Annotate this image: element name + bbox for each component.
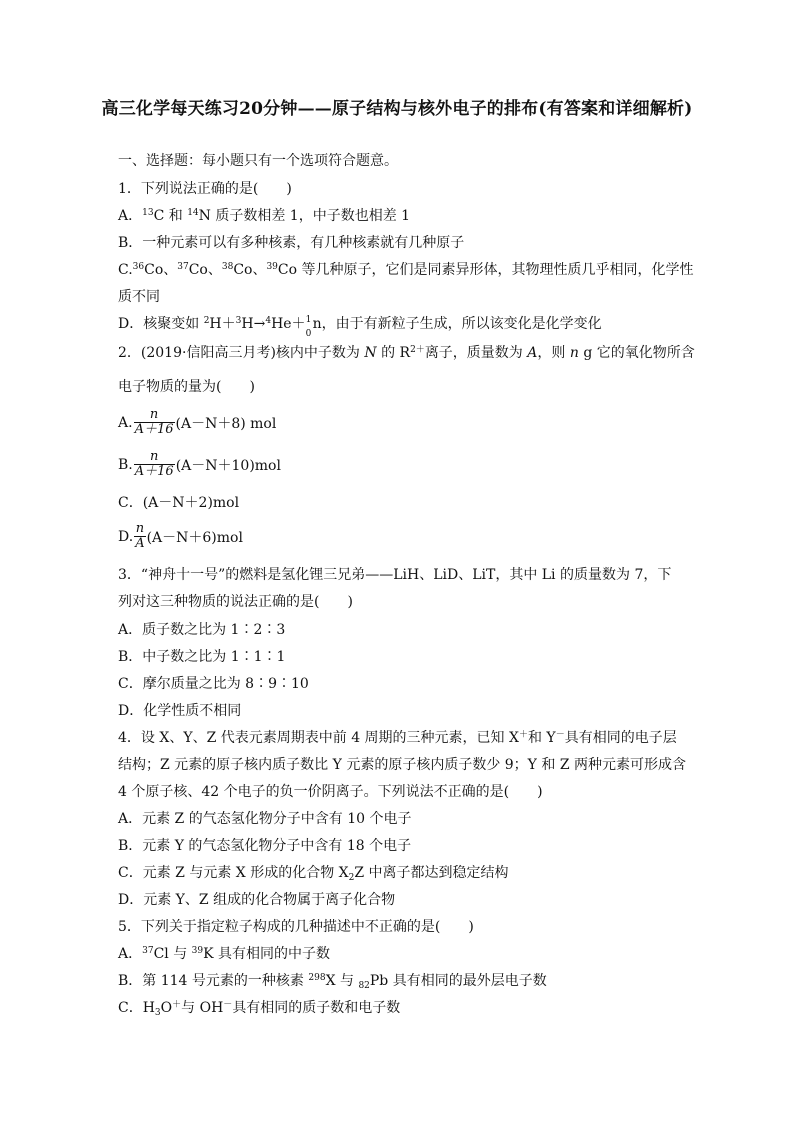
q2-option-c: C．(A－N＋2)mol bbox=[118, 495, 240, 511]
q3-option-b: B．中子数之比为 1∶1∶1 bbox=[118, 649, 286, 665]
q4-stem-line3: 4 个原子核、42 个电子的负一价阴离子。下列说法不正确的是( ) bbox=[118, 784, 543, 800]
page-title: 高三化学每天练习20分钟——原子结构与核外电子的排布(有答案和详细解析) bbox=[101, 99, 693, 119]
q4-option-a: A．元素 Z 的气态氢化物分子中含有 10 个电子 bbox=[118, 811, 412, 827]
q2-option-d: D. $\frac{n}{A}$ (A－N＋6)mol bbox=[118, 521, 243, 551]
q1-option-b: B．一种元素可以有多种核素，有几种核素就有几种原子 bbox=[118, 235, 465, 251]
q1-option-d: D．核聚变如 $^2$H＋$^3$H→$^4$He＋ 1 0 n，由于有新粒子生成，所以该变化是化学变化 bbox=[118, 315, 602, 333]
q5-option-b: B．第 114 号元素的一种核素 $^{298}$X 与 $_{82}$Pb 具有相同的最外层电子数 bbox=[118, 973, 547, 991]
q2-option-b: B. $\frac{n}{A+16}$ (A－N＋10)mol bbox=[118, 449, 281, 479]
q1-d-charge: 0 bbox=[305, 329, 312, 339]
q3-stem-line2: 列对这三种物质的说法正确的是( ) bbox=[118, 594, 353, 610]
q2-stem-line2: 电子物质的量为( ) bbox=[118, 379, 255, 395]
q1-d-mass: 1 bbox=[305, 315, 312, 325]
q4-stem-line1: 4．设 X、Y、Z 代表元素周期表中前 4 周期的三种元素，已知 X＋和 Y－具有相同的电子层 bbox=[118, 730, 677, 746]
q1-option-c-cont: 质不同 bbox=[118, 289, 160, 305]
q3-stem-line1: 3．“神舟十一号”的燃料是氢化锂三兄弟——LiH、LiD、LiT，其中 Li 的质量数为 7，下 bbox=[118, 567, 672, 583]
q3-option-a: A．质子数之比为 1∶2∶3 bbox=[118, 622, 286, 638]
q2-option-a: A. $\frac{n}{A+16}$ (A－N＋8) mol bbox=[118, 407, 277, 437]
q3-option-c: C．摩尔质量之比为 8∶9∶10 bbox=[118, 676, 309, 692]
q1-option-a: A．$^{13}$C 和 $^{14}$N 质子数相差 1，中子数也相差 1 bbox=[118, 208, 411, 224]
q5-option-a: A．$^{37}$Cl 与 $^{39}$K 具有相同的中子数 bbox=[118, 946, 331, 962]
q4-option-d: D．元素 Y、Z 组成的化合物属于离子化合物 bbox=[118, 892, 396, 908]
q4-option-b: B．元素 Y 的气态氢化物分子中含有 18 个电子 bbox=[118, 838, 412, 854]
q3-option-d: D．化学性质不相同 bbox=[118, 703, 242, 719]
q1-option-c: C.$^{36}$Co、$^{37}$Co、$^{38}$Co、$^{39}$Co 等几种原子，它们是同素异形体，其物理性质几乎相同，化学性 bbox=[118, 262, 694, 278]
q5-option-c: C．$H_3O^+$与 OH－具有相同的质子数和电子数 bbox=[118, 1000, 401, 1018]
q4-option-c: C．元素 Z 与元素 X 形成的化合物 $X_2Z$ 中离子都达到稳定结构 bbox=[118, 865, 509, 883]
q1-stem: 1．下列说法正确的是( ) bbox=[118, 181, 292, 197]
q2-stem-line1: 2．(2019·信阳高三月考)核内中子数为 N 的 $R^{2+}$离子，质量数为 A，则 n g 它的氧化物所含 bbox=[118, 345, 695, 361]
q4-stem-line2: 结构；Z 元素的原子核内质子数比 Y 元素的原子核内质子数少 9；Y 和 Z 两种元素可形成含 bbox=[118, 757, 686, 773]
section-heading: 一、选择题：每小题只有一个选项符合题意。 bbox=[118, 153, 398, 169]
q5-stem: 5．下列关于指定粒子构成的几种描述中不正确的是( ) bbox=[118, 919, 474, 935]
